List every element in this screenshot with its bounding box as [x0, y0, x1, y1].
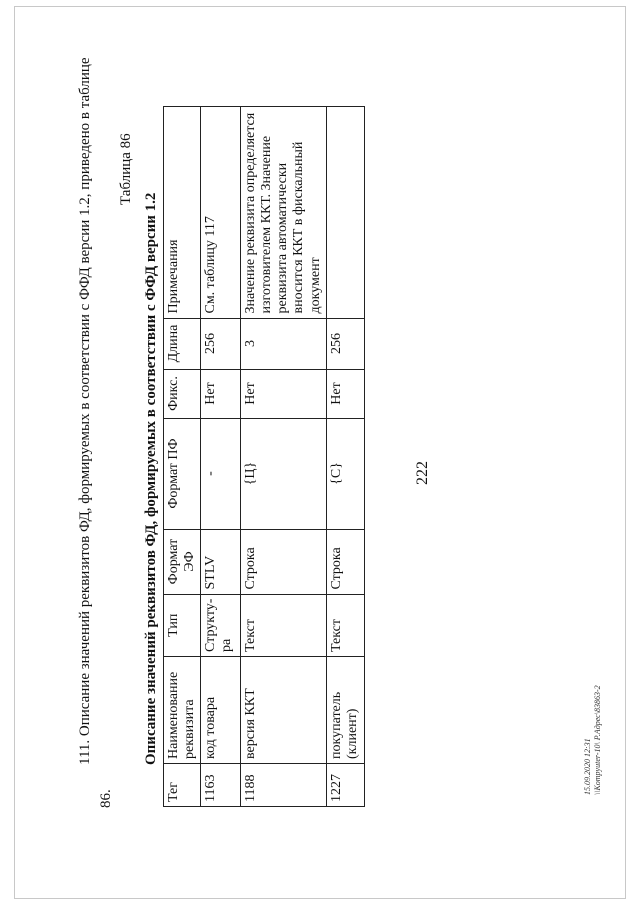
section-text: 111. Описание значений реквизитов ФД, формируемых в соответствии с ФФД версии 1.2, приведено в таблице — [77, 57, 93, 765]
header-tag: Тег — [164, 764, 201, 807]
table-row — [241, 106, 326, 806]
cell-tag: 1163 — [201, 764, 241, 807]
header-type: Тип — [164, 594, 201, 656]
cell-format-pf: {Ц} — [241, 418, 326, 529]
header-notes: Примечания — [164, 106, 201, 318]
cell-format-pf: - — [201, 418, 241, 529]
stamp-line-path: \\Kompyuter-10\ Р.Адрес\83863-2 — [592, 685, 602, 795]
page-number: 222 — [414, 461, 431, 485]
section-number: 86. — [98, 789, 114, 808]
cell-format-pf: {С} — [326, 418, 364, 529]
cell-fixed: Нет — [201, 369, 241, 418]
cell-notes: См. таблицу 117 — [201, 106, 241, 318]
cell-format-ef: Строка — [241, 529, 326, 594]
cell-format-ef: STLV — [201, 529, 241, 594]
cell-type: Текст — [241, 594, 326, 656]
cell-tag: 1227 — [326, 764, 364, 807]
cell-notes — [326, 106, 364, 318]
cell-type: Текст — [326, 594, 364, 656]
table-row — [326, 106, 364, 806]
cell-notes: Значение реквизита определяется изготовителем ККТ. Значение реквизита автоматически вносится ККТ в фискальный документ — [241, 106, 326, 318]
header-format-pf: Формат ПФ — [164, 418, 201, 529]
cell-length: 3 — [241, 318, 326, 369]
cell-name: код товара — [201, 657, 241, 764]
cell-fixed: Нет — [241, 369, 326, 418]
table-row — [201, 106, 241, 806]
print-stamp — [583, 685, 602, 795]
requisites-table — [163, 106, 365, 807]
cell-fixed: Нет — [326, 369, 364, 418]
header-name: Наименование реквизита — [164, 657, 201, 764]
cell-type: Структу-ра — [201, 594, 241, 656]
stamp-line-date: 15.09.2020 12:31 — [583, 738, 592, 795]
header-fixed: Фикс. — [164, 369, 201, 418]
cell-name: покупатель (клиент) — [326, 657, 364, 764]
cell-length: 256 — [201, 318, 241, 369]
header-length: Длина — [164, 318, 201, 369]
table-title: Описание значений реквизитов ФД, формируемых в соответствии с ФФД версии 1.2 — [143, 192, 159, 765]
table-label: Таблица 86 — [118, 133, 134, 205]
cell-format-ef: Строка — [326, 529, 364, 594]
cell-tag: 1188 — [241, 764, 326, 807]
header-format-ef: Формат ЭФ — [164, 529, 201, 594]
table-header-row — [164, 106, 201, 806]
cell-name: версия ККТ — [241, 657, 326, 764]
cell-length: 256 — [326, 318, 364, 369]
